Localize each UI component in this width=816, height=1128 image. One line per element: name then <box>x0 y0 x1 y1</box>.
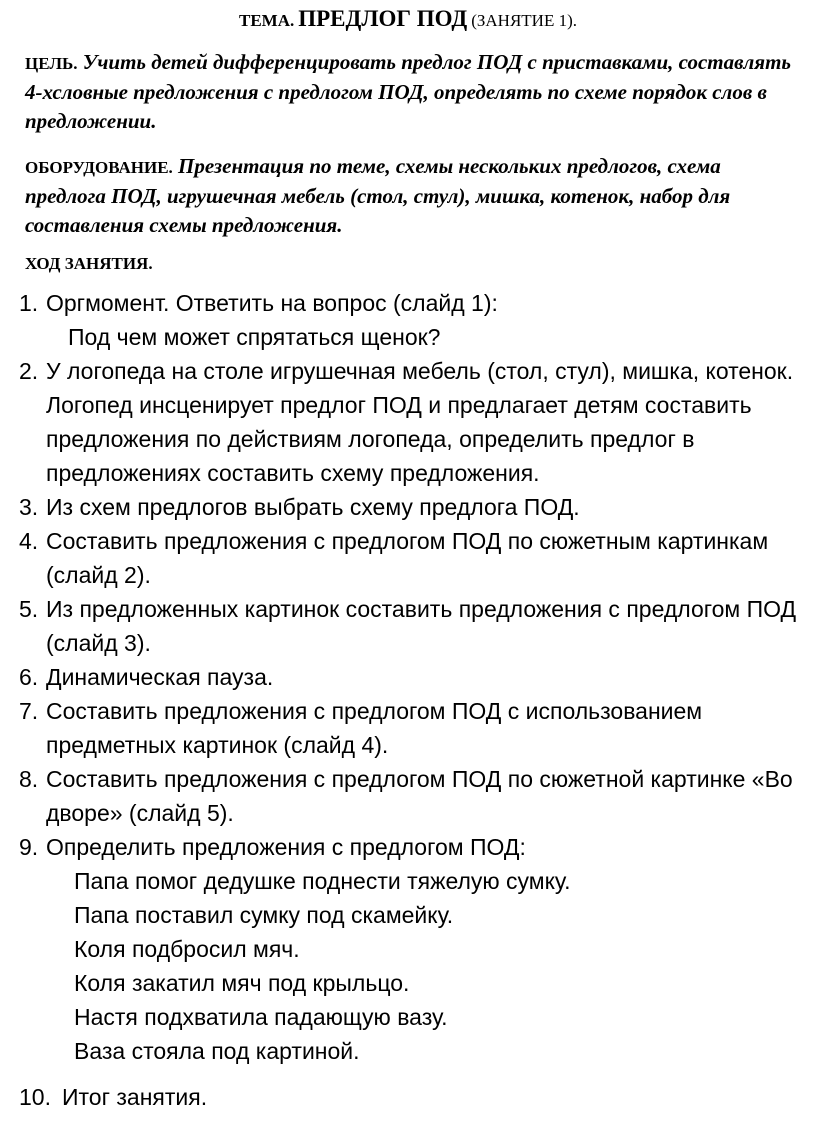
equipment-text: Презентация по теме, схемы нескольких предлогов, схема предлога ПОД, игрушечная мебель (стол, стул), мишка, котенок, набор для составления схемы предложения. <box>25 154 731 237</box>
item-text: У логопеда на столе игрушечная мебель (стол, стул), мишка, котенок. Логопед инсценирует предлог ПОД и предлагает детям составить предложения по действиям логопеда, определить предлог в предложениях составить схему предложения. <box>46 358 794 486</box>
item-subtext: Под чем может спрятаться щенок? <box>68 324 441 350</box>
example-sentence: Коля закатил мяч под крыльцо. <box>74 970 410 996</box>
list-item <box>0 354 816 490</box>
item-text: Составить предложения с предлогом ПОД с использованием предметных картинок (слайд 4). <box>46 698 703 758</box>
example-sentence: Коля подбросил мяч. <box>74 936 300 962</box>
item-text: Определить предложения с предлогом ПОД: <box>46 834 526 860</box>
example-sentence: Папа поставил сумку под скамейку. <box>74 902 454 928</box>
item-text: Из предложенных картинок составить предложения с предлогом ПОД (слайд 3). <box>46 596 797 656</box>
item-number: 1. <box>19 290 39 316</box>
item-number: 4. <box>19 528 39 554</box>
item-text: Из схем предлогов выбрать схему предлога ПОД. <box>46 494 580 520</box>
list-item <box>0 490 816 524</box>
list-item <box>0 694 816 762</box>
list-item <box>0 1080 816 1114</box>
item-text: Составить предложения с предлогом ПОД по сюжетной картинке «Во дворе» (слайд 5). <box>46 766 793 826</box>
spacer <box>0 1068 816 1080</box>
example-sentences <box>46 864 816 1068</box>
procedure-list <box>0 286 816 1114</box>
equipment-label: ОБОРУДОВАНИЕ. <box>25 158 173 177</box>
item-number: 5. <box>19 596 39 622</box>
item-number: 8. <box>19 766 39 792</box>
list-item <box>0 830 816 1068</box>
item-text: Динамическая пауза. <box>46 664 274 690</box>
list-item <box>0 592 816 660</box>
example-sentence: Папа помог дедушке поднести тяжелую сумку. <box>74 868 571 894</box>
example-sentence: Ваза стояла под картиной. <box>74 1038 360 1064</box>
procedure-heading: ХОД ЗАНЯТИЯ. <box>25 254 153 273</box>
item-number: 2. <box>19 358 39 384</box>
document-title <box>0 6 816 32</box>
title-label: ТЕМА. <box>238 11 295 30</box>
item-number: 6. <box>19 664 39 690</box>
item-text: Составить предложения с предлогом ПОД по сюжетным картинкам (слайд 2). <box>46 528 769 588</box>
example-sentence: Настя подхватила падающую вазу. <box>74 1004 448 1030</box>
goal-paragraph <box>25 48 805 136</box>
item-number: 3. <box>19 494 39 520</box>
item-number: 7. <box>19 698 39 724</box>
equipment-paragraph <box>25 152 805 240</box>
goal-text: Учить детей дифференцировать предлог ПОД с приставками, составлять 4-хсловные предложения с предлогом ПОД, определять по схеме порядок слов в предложении. <box>25 50 792 133</box>
title-note: (ЗАНЯТИЕ 1). <box>471 11 577 30</box>
item-text: Итог занятия. <box>62 1084 208 1110</box>
item-text: Оргмомент. Ответить на вопрос (слайд 1): <box>46 290 498 316</box>
title-text: ПРЕДЛОГ ПОД <box>298 6 468 31</box>
list-item <box>0 286 816 354</box>
list-item <box>0 762 816 830</box>
item-number: 9. <box>19 834 39 860</box>
goal-label: ЦЕЛЬ. <box>25 54 78 73</box>
item-number: 10. <box>19 1084 51 1110</box>
list-item <box>0 524 816 592</box>
list-item <box>0 660 816 694</box>
